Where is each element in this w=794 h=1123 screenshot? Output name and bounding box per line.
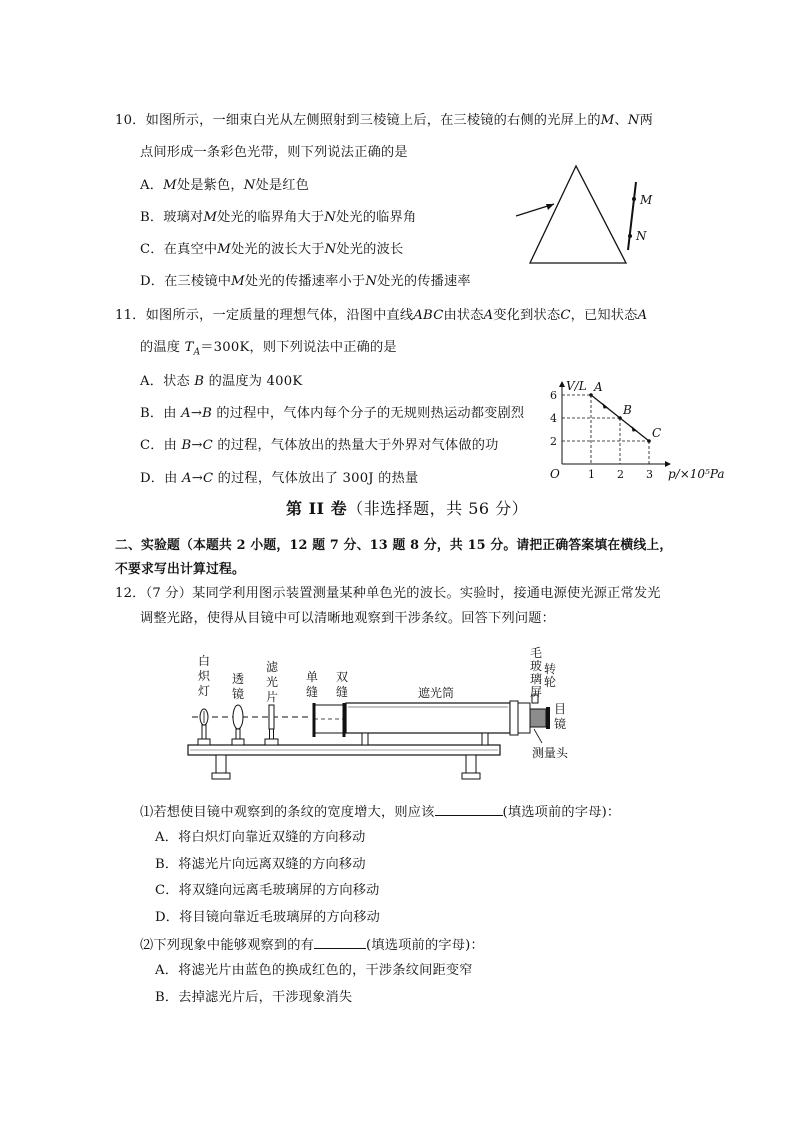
q12-part1-stem: ⑴若想使目镜中观察到的条纹的宽度增大，则应该 (填选项前的字母)： [140,802,620,822]
filter-element [269,705,274,729]
label-lamp-2: 炽 [198,669,211,683]
label-screen-2: 玻 [530,659,543,673]
label-head: 测量头 [532,746,569,760]
lens-element [233,705,243,729]
direction-arrow-0 [603,403,609,409]
x-tick-0: 1 [588,468,595,481]
label-filter-1: 滤 [266,660,279,674]
tube-support-right [482,733,488,745]
state-label-2: C [652,426,662,440]
x-axis-label: p/×10⁵Pa [668,467,725,481]
state-point-1 [618,416,622,420]
label-m: M [640,193,653,207]
section-2-heading-line1: 二、实验题（本题共 2 小题，12 题 7 分、13 题 8 分，共 15 分。请把正确答案填在横线上， [115,538,673,553]
label-single-slit-1: 单 [306,670,319,684]
q11-option-a: A．状态 B 的温度为 400K [140,374,303,389]
q11-stem-line2: 的温度 $T_A=300K$，则下列说法中正确的是 [140,340,397,358]
q12-part1-option-c: C．将双缝向远离毛玻璃屏的方向移动 [155,883,380,898]
q12-stem-line2: 调整光路，使得从目镜中可以清晰地观察到干涉条纹。回答下列问题： [140,611,556,626]
v-p-graph [540,378,725,488]
lamp-base [198,739,210,745]
part1-answer-blank[interactable] [435,802,503,816]
label-tube: 遮光筒 [418,686,455,700]
q10-option-b: B．玻璃对M处光的临界角大于N处光的临界角 [140,210,417,225]
q12-part2-option-a: A．将滤光片由蓝色的换成红色的，干涉条纹间距变窄 [155,963,473,978]
state-point-0 [589,393,593,397]
y-axis-label: V/L [566,379,587,393]
q12-stem-line1: 12．（7 分）某同学利用图示装置测量某种单色光的波长。实验时，接通电源使光源正常发光 [115,586,661,601]
q11-option-c: C．由 B→C 的过程，气体放出的热量大于外界对气体做的功 [140,438,499,453]
state-label-0: A [594,380,603,394]
section-2-heading-line2: 不要求写出计算过程。 [115,562,245,577]
q12-part2-stem: ⑵下列现象中能够观察到的有 (填选项前的字母)： [140,935,484,955]
label-n: N [636,229,647,243]
y-tick-2: 6 [550,389,557,402]
ray-arrowhead [546,204,554,210]
tube-ring [510,701,518,735]
y-tick-1: 4 [550,412,557,425]
direction-arrow-1 [632,426,638,432]
filter-stand [270,729,274,739]
point-n-dot [628,234,632,238]
lens-base [232,739,244,745]
label-filter-2: 光 [266,675,279,689]
x-tick-1: 2 [617,468,624,481]
origin-label: O [550,467,560,481]
light-shield-tube [346,703,510,733]
q10-option-a: A．M处是紫色，N处是红色 [140,178,310,193]
rail-foot-left [216,755,226,775]
y-tick-0: 2 [550,435,557,448]
rail-foot-left-pad [212,773,230,779]
prism-triangle [530,166,626,263]
label-wheel-1: 转 [544,662,557,676]
filter-base [265,739,278,745]
q10-stem-line2: 点间形成一条彩色光带，则下列说法正确的是 [140,145,408,160]
head-leader [534,729,542,743]
q11-option-d: D．由 A→C 的过程，气体放出了 300J 的热量 [140,471,419,486]
part2-answer-blank[interactable] [314,935,366,949]
q12-part2-option-b: B．去掉滤光片后，干涉现象消失 [155,990,353,1005]
interference-apparatus [180,645,600,795]
q12-part1-option-b: B．将滤光片向远离双缝的方向移动 [155,857,366,872]
point-m-dot [632,197,636,201]
label-double-slit-2: 缝 [336,685,349,699]
rail-foot-right-pad [462,773,480,779]
label-screen-1: 毛 [530,646,543,660]
light-screen [628,182,636,250]
lamp-stand [202,725,206,739]
ground-glass-screen [518,703,530,733]
tube-support-left [362,733,368,745]
label-wheel-2: 轮 [544,675,557,689]
eyepiece-cap [546,707,550,729]
label-lens-1: 透 [232,672,245,686]
state-point-2 [647,439,651,443]
label-lens-2: 镜 [232,687,245,701]
label-eyepiece-2: 镜 [554,717,567,731]
label-single-slit-2: 缝 [306,685,319,699]
q11-option-b: B．由 A→B 的过程中，气体内每个分子的无规则热运动都变剧烈 [140,406,525,421]
label-lamp-1: 白 [198,654,211,668]
q11-stem-line1: 11．如图所示，一定质量的理想气体，沿图中直线ABC由状态A变化到状态C，已知状态A [115,308,648,323]
state-label-1: B [623,403,632,417]
label-eyepiece-1: 目 [554,702,567,716]
label-screen-3: 璃 [530,672,543,686]
q10-stem-line1: 10．如图所示，一细束白光从左侧照射到三棱镜上后，在三棱镜的右侧的光屏上的M、N两 [115,113,653,128]
label-screen-4: 屏 [530,685,543,699]
eyepiece-body [530,709,546,727]
q10-option-d: D．在三棱镜中M处光的传播速率小于N处光的传播速率 [140,274,471,289]
prism-figure [510,160,670,270]
rail-foot-right [466,755,476,775]
label-double-slit-1: 双 [336,670,349,684]
lens-stand [236,729,240,739]
q10-option-c: C．在真空中M处光的波长大于N处光的波长 [140,242,404,257]
label-lamp-3: 灯 [198,684,211,698]
section-2-title: 第 II 卷（非选择题，共 56 分） [286,499,529,518]
x-tick-2: 3 [646,468,653,481]
label-filter-3: 片 [266,690,279,704]
q12-part1-option-d: D．将目镜向靠近毛玻璃屏的方向移动 [155,910,380,925]
q12-part1-option-a: A．将白炽灯向靠近双缝的方向移动 [155,830,366,845]
